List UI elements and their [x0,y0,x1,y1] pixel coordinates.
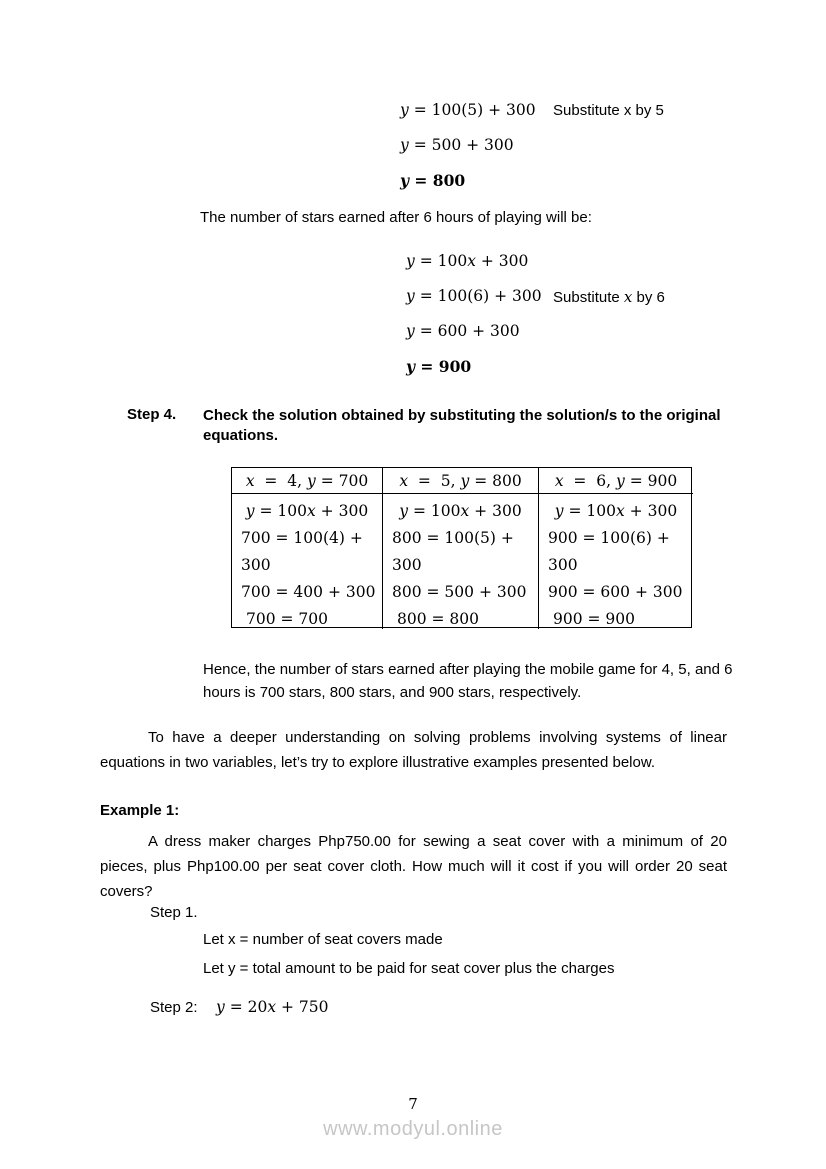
let-y-definition: Let y = total amount to be paid for seat cover plus the charges [203,960,615,977]
equation-result-900: y = 900 [406,357,472,376]
example1-heading: Example 1: [100,802,180,819]
step1-label: Step 1. [150,904,198,921]
equation-line: 800 = 500 + 300 [392,583,527,601]
table-header-x4: x = 4, y = 700 [232,468,383,494]
substitution-note-x6: Substitute x by 6 [553,288,665,306]
equation-y-100-6-300: y = 100(6) + 300 [406,287,542,305]
hence-conclusion: Hence, the number of stars earned after playing the mobile game for 4, 5, and 6 hours is 700 stars, 800 stars, and 900 stars, respectively. [203,661,737,701]
example1-problem: A dress maker charges Php750.00 for sewing a seat cover with a minimum of 20 pieces, plus Php100.00 per seat cover cloth. How much will it cost if you will order 20 seat covers? [100,833,732,900]
table-cell-check-x6 [539,494,693,629]
table-cell-check-x5 [383,494,539,629]
step2-label: Step 2: [150,999,198,1016]
check-table [231,467,692,628]
equation-line: 700 = 700 [246,610,329,628]
equation-line: 900 = 100(6) + 300 [548,529,675,574]
step4-instruction: Check the solution obtained by substituting the solution/s to the original equations. [203,407,725,444]
equation-line: 800 = 100(5) + 300 [392,529,519,574]
equation-y-500-300: y = 500 + 300 [400,136,514,154]
equation-line: 700 = 400 + 300 [241,583,376,601]
let-x-definition: Let x = number of seat covers made [203,931,443,948]
table-header-x6: x = 6, y = 900 [539,468,693,494]
table-header-x5: x = 5, y = 800 [383,468,539,494]
watermark: www.modyul.online [323,1118,503,1140]
equation-result-800: y = 800 [400,171,466,190]
equation-line: y = 100x + 300 [399,502,522,520]
table-cell-check-x4 [232,494,383,629]
equation-line: 700 = 100(4) + 300 [241,529,368,574]
equation-line: 800 = 800 [397,610,480,628]
equation-line: y = 100x + 300 [245,502,369,520]
equation-y-100x-300: y = 100x + 300 [406,252,529,270]
equation-line: y = 100x + 300 [554,502,678,520]
equation-y-20x-750: y = 20x + 750 [216,998,329,1016]
stars-6h-intro: The number of stars earned after 6 hours of playing will be: [200,209,592,226]
intro-paragraph: To have a deeper understanding on solving problems involving systems of linear equations in two variables, let’s try to explore illustrative examples presented below. [100,729,732,771]
page-number: 7 [408,1095,418,1113]
equation-y-100-5-300: y = 100(5) + 300 [400,101,536,119]
step4-label: Step 4. [127,406,177,423]
equation-line: 900 = 900 [553,610,636,628]
substitution-note-x5: Substitute x by 5 [553,102,664,119]
equation-line: 900 = 600 + 300 [548,583,683,601]
equation-y-600-300: y = 600 + 300 [406,322,520,340]
